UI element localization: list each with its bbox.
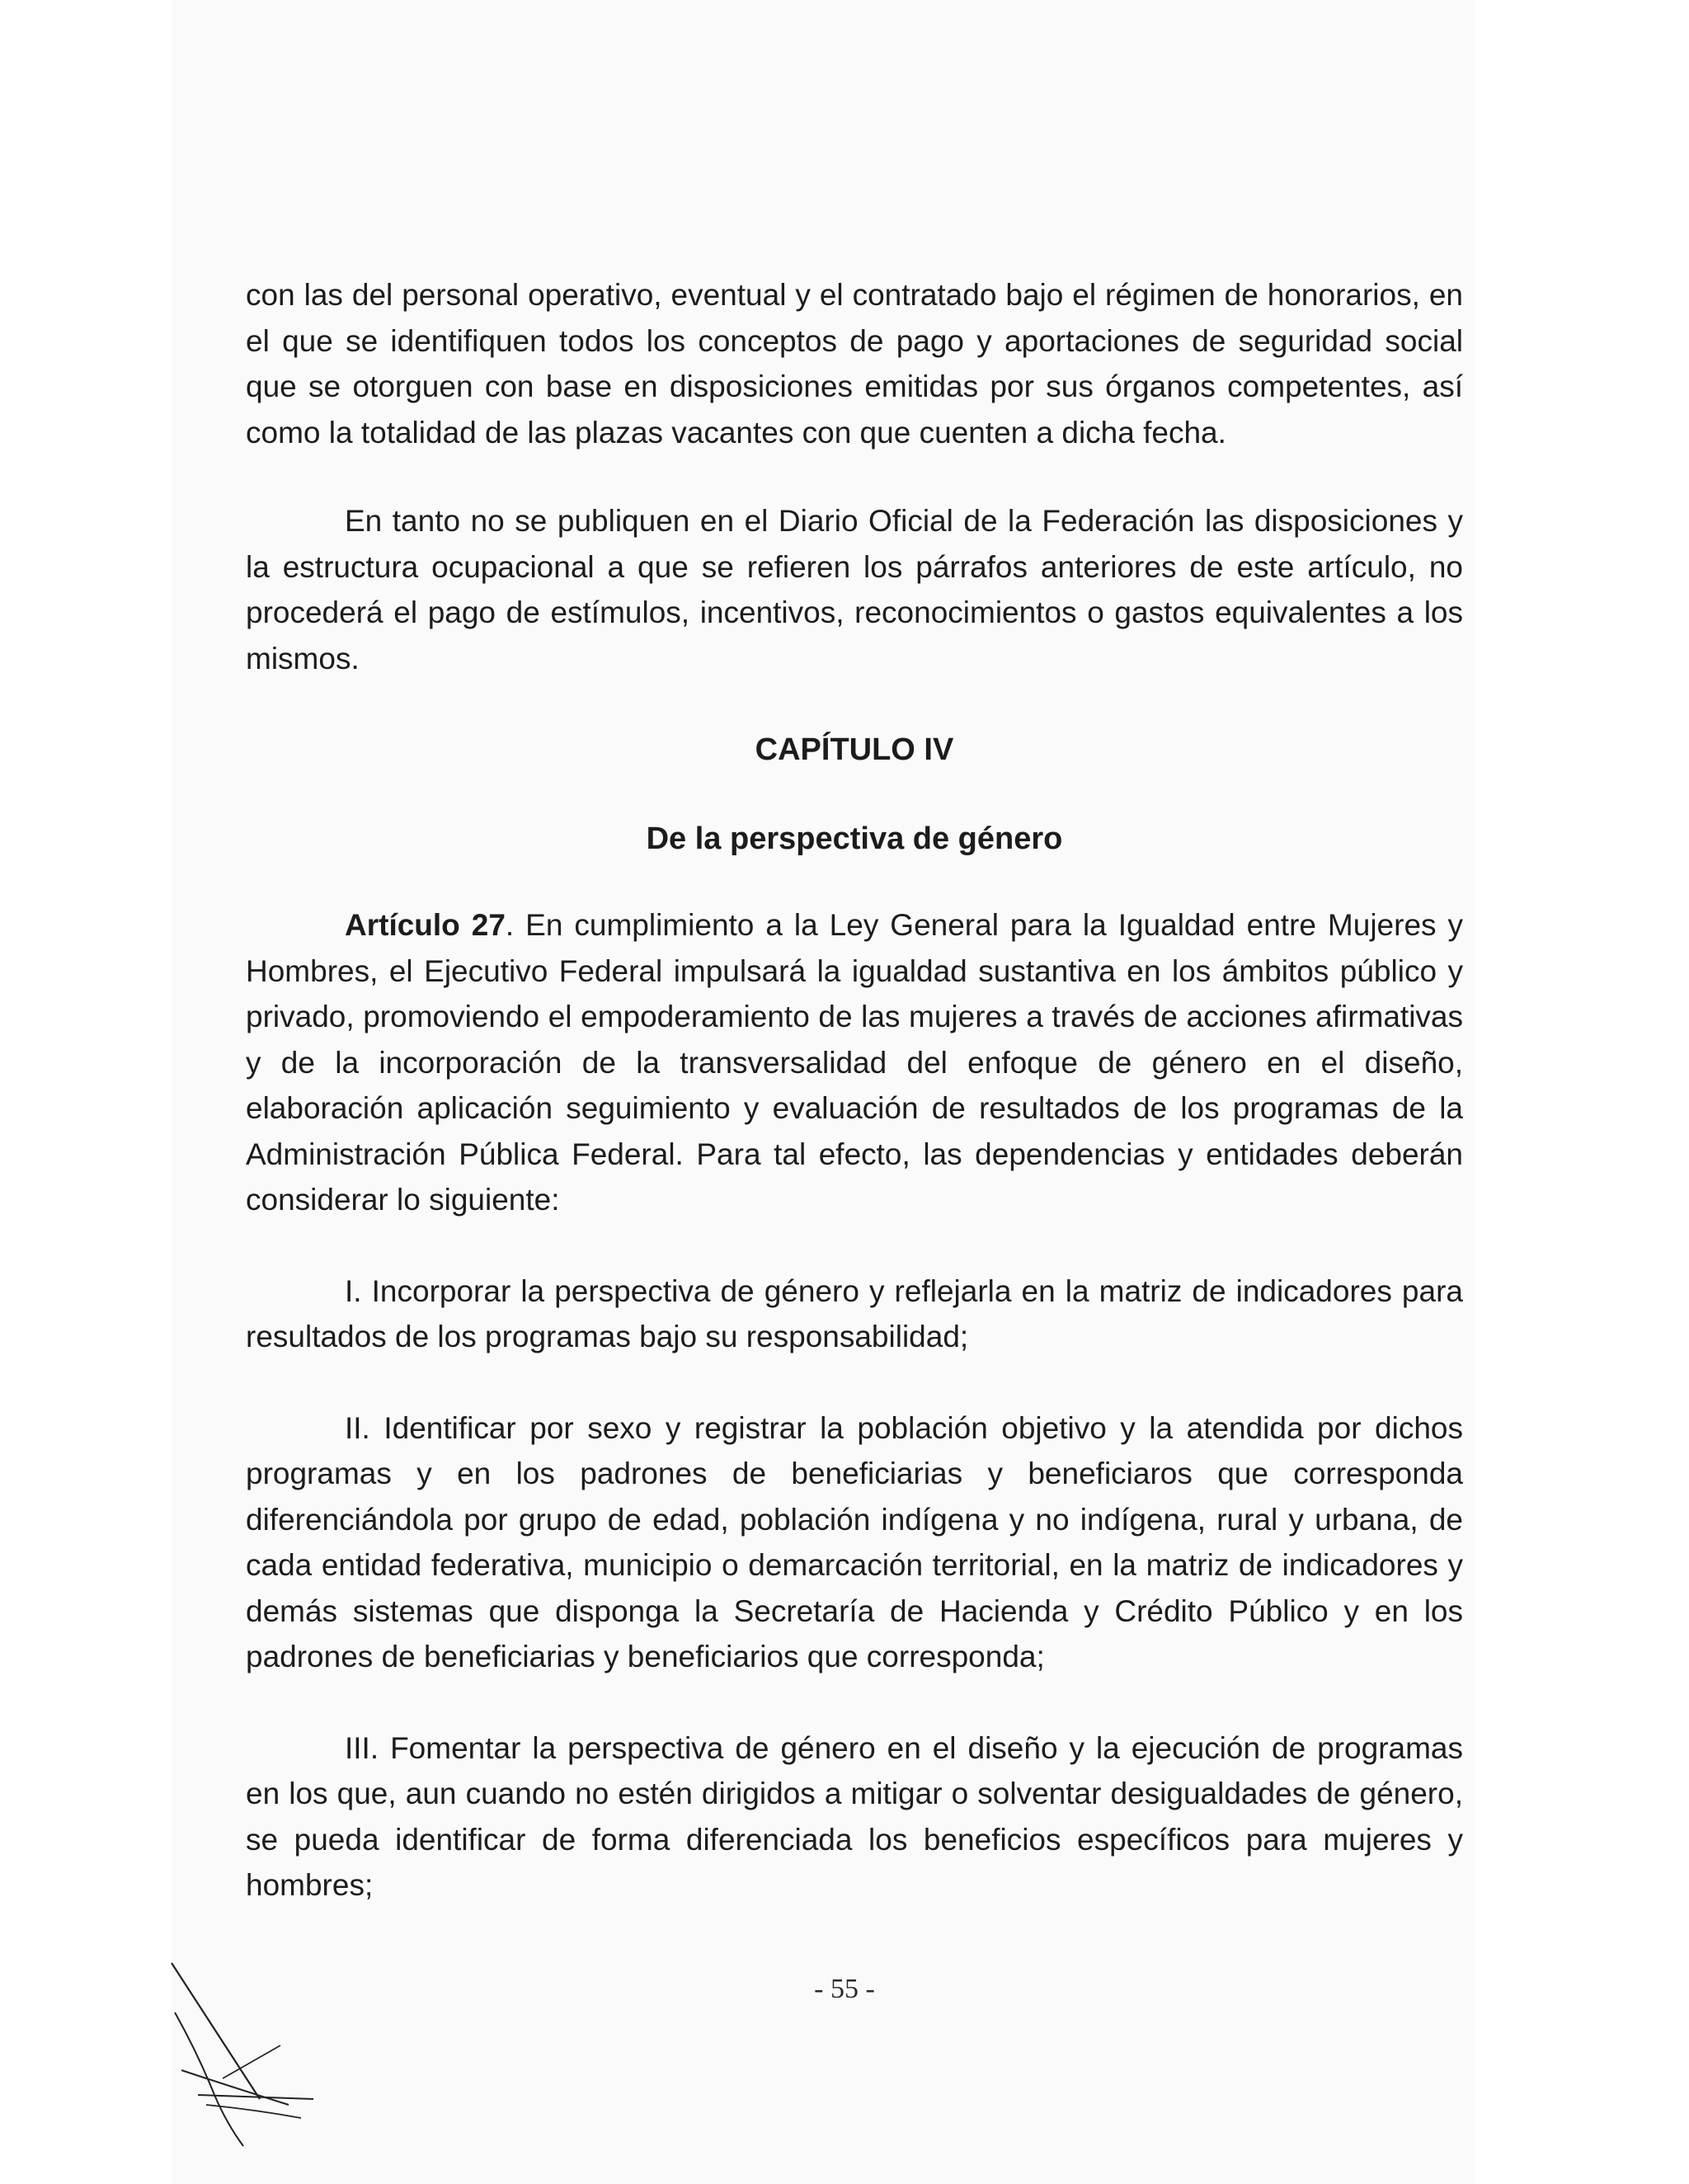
paragraph-diario-oficial: En tanto no se publiquen en el Diario Oficial de la Federación las disposiciones y la estructura ocupacional a que se refieren los párrafos anteriores de este artículo, no procederá el pago de estímulos, incentivos, reconocimientos o gastos equivalentes a los mismos. bbox=[246, 504, 1463, 675]
chapter-title: CAPÍTULO IV bbox=[755, 732, 954, 767]
document-body bbox=[246, 272, 1463, 1909]
page-number: - 55 - bbox=[814, 1974, 875, 2004]
article-label: Artículo 27 bbox=[345, 908, 506, 942]
article-27 bbox=[246, 902, 1463, 1223]
list-item: III. Fomentar la perspectiva de género en el diseño y la ejecución de programas en los que, aun cuando no estén dirigidos a mitigar o solventar desigualdades de género, se pueda identificar de forma diferenciada los beneficios específicos para mujeres y hombres; bbox=[246, 1730, 1463, 1902]
list-item: I. Incorporar la perspectiva de género y reflejarla en la matriz de indicadores para resultados de los programas bajo su responsabilidad; bbox=[246, 1273, 1463, 1353]
signature-mark bbox=[165, 1955, 330, 2153]
article-text: . En cumplimiento a la Ley General para la Igualdad entre Mujeres y Hombres, el Ejecutivo Federal impulsará la igualdad sustantiva en los ámbitos público y privado, promoviendo el empoderamiento de las mujeres a través de acciones afirmativas y de la incorporación de la transversalidad del enfoque de género en el diseño, elaboración aplicación seguimiento y evaluación de resultados de los programas de la Administración Pública Federal. Para tal efecto, las dependencias y entidades deberán considerar lo siguiente: bbox=[246, 908, 1464, 1217]
chapter-subtitle: De la perspectiva de género bbox=[646, 821, 1063, 856]
list-item: II. Identificar por sexo y registrar la población objetivo y la atendida por dichos programas y en los padrones de beneficiarias y beneficiaros que corresponda diferenciándola por grupo de edad, población indígena y no indígena, rural y urbana, de cada entidad federativa, municipio o demarcación territorial, en la matriz de indicadores y demás sistemas que disponga la Secretaría de Hacienda y Crédito Público y en los padrones de beneficiarias y beneficiarios que corresponda; bbox=[246, 1410, 1463, 1673]
paragraph-continuation: con las del personal operativo, eventual y el contratado bajo el régimen de honorarios, en el que se identifiquen todos los conceptos de pago y aportaciones de seguridad social que se otorguen con base en disposiciones emitidas por sus órganos competentes, así como la totalidad de las plazas vacantes con que cuenten a dicha fecha. bbox=[246, 278, 1463, 450]
